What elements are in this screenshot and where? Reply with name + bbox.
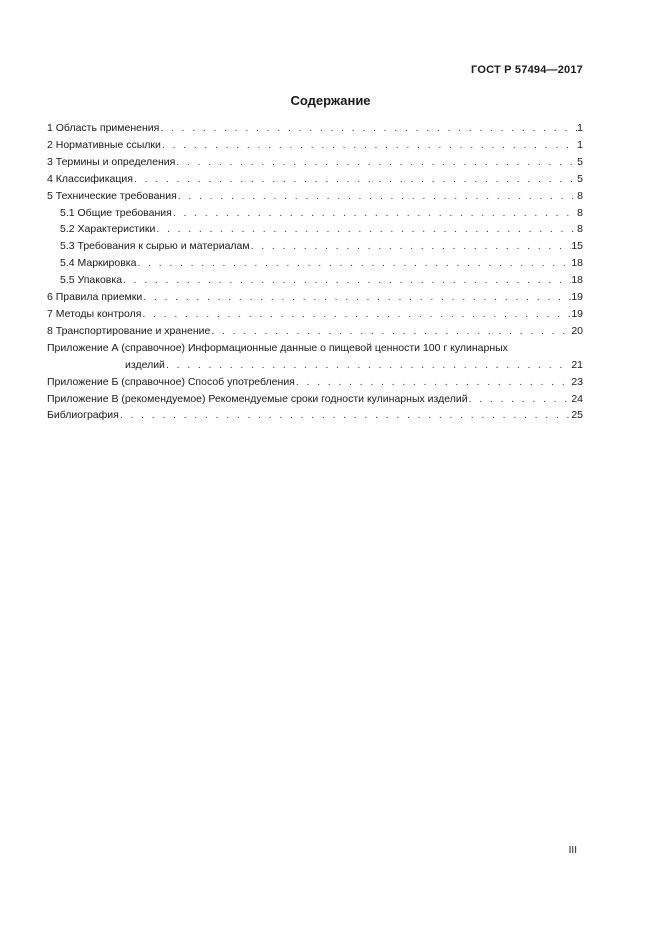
toc-entry-label: 3 Термины и определения [47,155,176,168]
toc-entry-label: Приложение Б (справочное) Способ употребления [47,375,295,388]
toc-entry-page: 8 [577,189,583,202]
toc-entry[interactable] [47,323,583,340]
toc-entry[interactable] [47,407,583,424]
toc-entry-page: 5 [577,155,583,168]
table-of-contents [47,120,583,424]
page-title: Содержание [290,93,371,108]
dot-leader [136,255,571,272]
toc-subentry[interactable] [47,205,583,222]
dot-leader [250,238,572,255]
toc-entry-page: 8 [577,206,583,219]
toc-entry-label: 5.3 Требования к сырью и материалам [60,240,250,253]
toc-entry-label: Приложение В (рекомендуемое) Рекомендуемые сроки годности кулинарных изделий [47,392,468,405]
toc-appendix-entry[interactable] [47,340,583,374]
toc-entry[interactable] [47,306,583,323]
toc-entry-label: 5.4 Маркировка [60,257,137,270]
dot-leader [172,205,577,222]
toc-entry-page: 23 [571,375,583,388]
toc-entry-label: 5 Технические требования [47,189,177,202]
dot-leader [159,120,577,137]
toc-entry-page: 25 [571,409,583,422]
toc-entry-page: 19 [571,291,583,304]
toc-subentry[interactable] [47,255,583,272]
dot-leader [119,407,571,424]
toc-entry-page: 18 [571,274,583,287]
dot-leader [133,171,577,188]
toc-entry-page: 15 [571,240,583,253]
dot-leader [295,374,571,391]
toc-entry-page: 24 [571,392,583,405]
dot-leader [165,357,571,374]
toc-entry-label: 5.5 Упаковка [60,274,123,287]
toc-entry[interactable] [47,188,583,205]
toc-entry-page: 5 [577,172,583,185]
toc-entry[interactable] [47,137,583,154]
toc-entry-label-continued: изделий [125,358,165,371]
toc-entry-label: 7 Методы контроля [47,307,142,320]
dot-leader [161,137,577,154]
toc-entry[interactable] [47,171,583,188]
toc-entry[interactable] [47,154,583,171]
toc-entry-label: 2 Нормативные ссылки [47,138,161,151]
toc-entry-label: 4 Классификация [47,172,133,185]
dot-leader [175,154,577,171]
dot-leader [210,323,571,340]
toc-entry-label: 5.1 Общие требования [60,206,172,219]
toc-entry-label: 5.2 Характеристики [60,223,156,236]
toc-entry-label: 6 Правила приемки [47,291,143,304]
page-number: III [568,845,577,856]
dot-leader [468,391,572,408]
toc-entry-page: 1 [577,122,583,134]
toc-entry-label: Приложение А (справочное) Информационные данные о пищевой ценности 100 г кулинарных [47,341,508,354]
dot-leader [155,221,577,238]
toc-appendix-entry[interactable] [47,391,583,408]
toc-entry-page: 8 [577,223,583,236]
toc-entry-page: 21 [571,358,583,371]
toc-entry-page: 20 [571,324,583,337]
toc-entry-label: Библиография [47,409,119,422]
dot-leader [141,306,571,323]
toc-subentry[interactable] [47,221,583,238]
standard-code: ГОСТ Р 57494—2017 [471,64,583,76]
toc-entry-page: 1 [577,138,583,151]
toc-subentry[interactable] [47,272,583,289]
toc-appendix-entry[interactable] [47,374,583,391]
toc-entry-page: 18 [571,257,583,270]
toc-subentry[interactable] [47,238,583,255]
toc-entry[interactable] [47,120,583,137]
toc-entry-page: 19 [571,307,583,320]
toc-entry-label: 1 Область применения [47,122,160,134]
toc-entry[interactable] [47,289,583,306]
dot-leader [122,272,571,289]
dot-leader [142,289,571,306]
dot-leader [177,188,577,205]
toc-entry-label: 8 Транспортирование и хранение [47,324,211,337]
